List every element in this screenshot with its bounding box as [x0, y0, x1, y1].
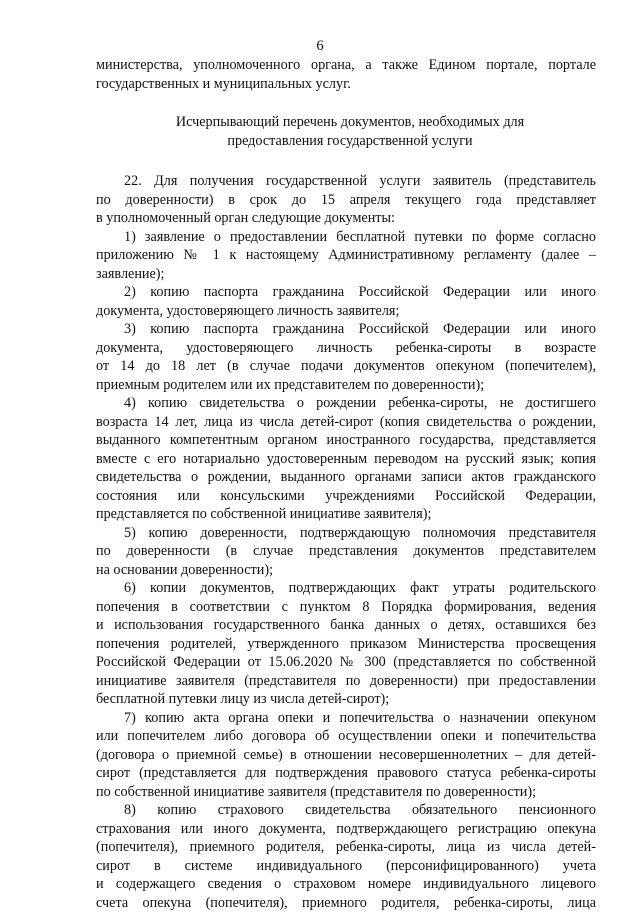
text-line: возраста 14 лет, лица из числа детей-сирот (копия свидетельства о рождении,: [96, 413, 596, 432]
list-item: [96, 320, 596, 394]
list-item: [96, 524, 596, 580]
text-line: по собственной инициативе заявителя (представителя по доверенности);: [96, 783, 596, 802]
list-item: [96, 283, 596, 320]
list-item: [96, 801, 596, 912]
text-line: 7) копию акта органа опеки и попечительства о назначении опекуном: [96, 709, 596, 728]
text-line: сирот (представляется для подтверждения правового статуса ребенка-сироты: [96, 764, 596, 783]
text-line: документа, удостоверяющего личность ребенка-сироты в возрасте: [96, 339, 596, 358]
text-line: от 14 до 18 лет (в случае подачи документов опекуном (попечителем),: [96, 357, 596, 376]
text-line: 22. Для получения государственной услуги заявитель (представитель: [96, 172, 596, 191]
text-line: состояния или консульскими учреждениями Российской Федерации,: [96, 487, 596, 506]
text-line: по доверенности) в срок до 15 апреля текущего года представляет: [96, 191, 596, 210]
text-line: 3) копию паспорта гражданина Российской Федерации или иного: [96, 320, 596, 339]
text-line: вместе с его нотариально удостоверенным переводом на русский язык; копия: [96, 450, 596, 469]
intro-paragraph: [96, 56, 596, 93]
text-line: свидетельства о рождении, выданного органами записи актов гражданского: [96, 468, 596, 487]
list-item: [96, 228, 596, 284]
heading-line: предоставления государственной услуги: [104, 132, 596, 151]
text-line: попечения в соответствии с пунктом 8 Порядка формирования, ведения: [96, 598, 596, 617]
text-line: счета опекуна (попечителя), приемного родителя, ребенка-сироты, лица: [96, 894, 596, 912]
text-line: (попечителя), приемного родителя, ребенка-сироты, лица из числа детей-: [96, 838, 596, 857]
text-line: сирот в системе индивидуального (персонифицированного) учета: [96, 857, 596, 876]
text-line: или попечителем либо договора об осуществлении опеки и попечительства: [96, 727, 596, 746]
text-line: 5) копию доверенности, подтверждающую полномочия представителя: [96, 524, 596, 543]
section-heading: [96, 113, 596, 150]
text-line: 8) копию страхового свидетельства обязательного пенсионного: [96, 801, 596, 820]
text-line: по доверенности (в случае представления документов представителем: [96, 542, 596, 561]
page-number: 6: [0, 37, 640, 56]
document-body: [96, 56, 596, 912]
text-line: попечения родителей, утвержденного приказом Министерства просвещения: [96, 635, 596, 654]
text-line: и использования государственного банка данных о детях, оставшихся без: [96, 616, 596, 635]
text-line: Российской Федерации от 15.06.2020 № 300 (представляется по собственной: [96, 653, 596, 672]
text-line: министерства, уполномоченного органа, а также Едином портале, портале: [96, 56, 596, 75]
list-item: [96, 709, 596, 802]
text-line: представляется по собственной инициативе заявителя);: [96, 505, 596, 524]
text-line: приложению № 1 к настоящему Административному регламенту (далее –: [96, 246, 596, 265]
text-line: (договора о приемной семье) в отношении несовершеннолетних – для детей-: [96, 746, 596, 765]
text-line: на основании доверенности);: [96, 561, 596, 580]
text-line: государственных и муниципальных услуг.: [96, 75, 596, 94]
text-line: выданного компетентным органом иностранного государства, представляется: [96, 431, 596, 450]
text-line: документа, удостоверяющего личность заявителя;: [96, 302, 596, 321]
text-line: и содержащего сведения о страховом номере индивидуального лицевого: [96, 875, 596, 894]
text-line: приемным родителем или их представителем по доверенности);: [96, 376, 596, 395]
text-line: в уполномоченный орган следующие документы:: [96, 209, 596, 228]
list-item: [96, 172, 596, 228]
text-line: страхования или иного документа, подтверждающего регистрацию опекуна: [96, 820, 596, 839]
text-line: бесплатной путевки лицу из числа детей-сирот);: [96, 690, 596, 709]
text-line: инициативе заявителя (представителя по доверенности) при предоставлении: [96, 672, 596, 691]
text-line: 1) заявление о предоставлении бесплатной путевки по форме согласно: [96, 228, 596, 247]
text-line: заявление);: [96, 265, 596, 284]
text-line: 6) копии документов, подтверждающих факт утраты родительского: [96, 579, 596, 598]
list-item: [96, 579, 596, 709]
list-item: [96, 394, 596, 524]
text-line: 4) копию свидетельства о рождении ребенка-сироты, не достигшего: [96, 394, 596, 413]
heading-line: Исчерпывающий перечень документов, необходимых для: [104, 113, 596, 132]
text-line: 2) копию паспорта гражданина Российской Федерации или иного: [96, 283, 596, 302]
